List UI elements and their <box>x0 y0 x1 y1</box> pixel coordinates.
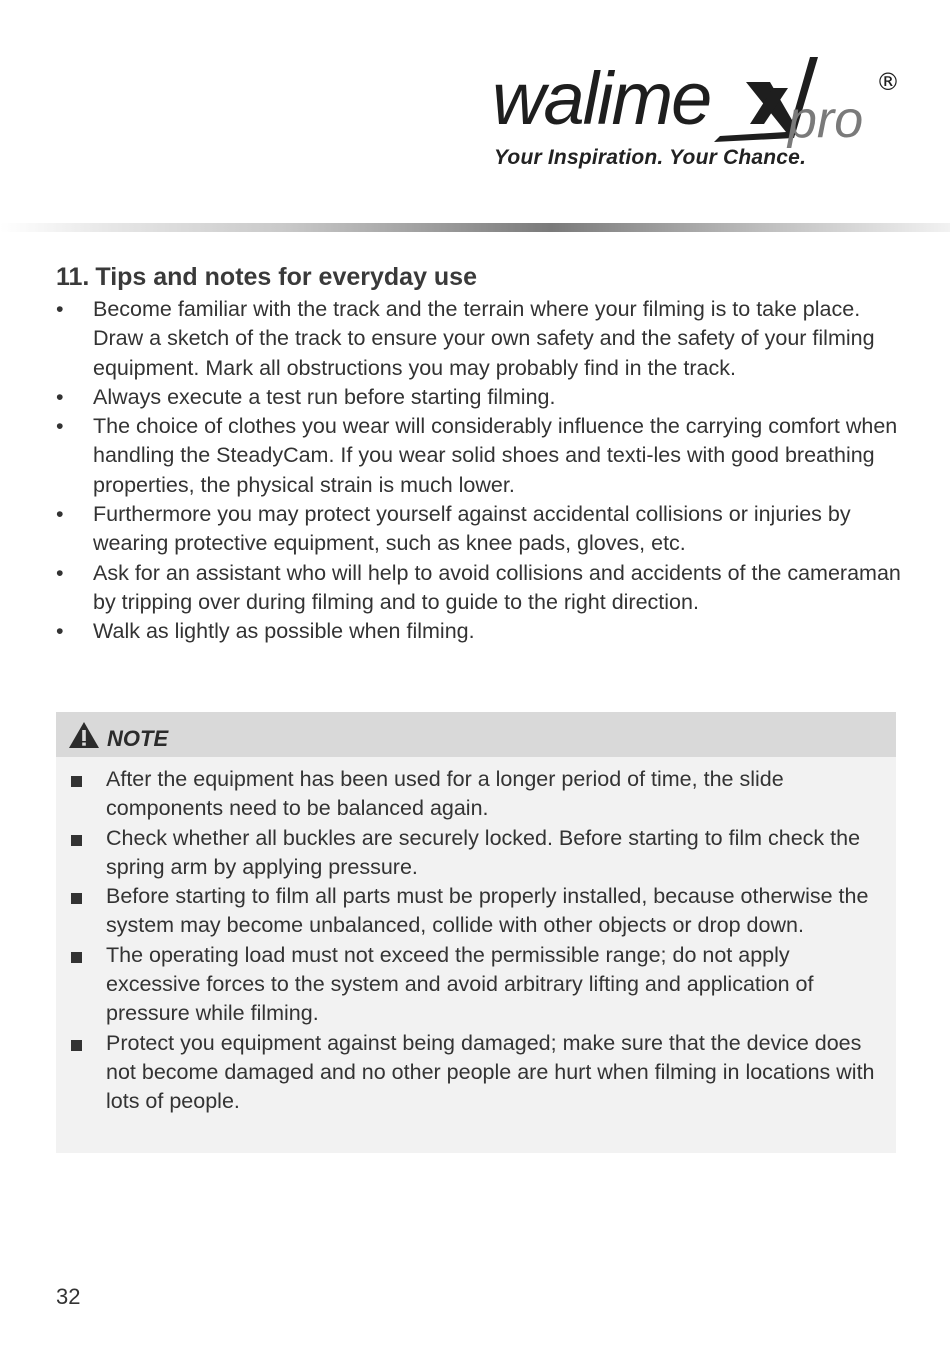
bullet-icon: • <box>56 560 64 585</box>
note-item <box>56 941 886 1029</box>
tip-item <box>56 412 906 500</box>
tip-text: Walk as lightly as possible when filming. <box>93 619 475 644</box>
note-item <box>56 824 886 883</box>
tip-item <box>56 559 906 618</box>
tip-item <box>56 295 906 383</box>
note-box <box>56 712 896 1153</box>
bullet-icon: • <box>56 619 64 644</box>
square-bullet-icon <box>71 776 82 787</box>
tip-text: Become familiar with the track and the terrain where your filming is to take place. Draw a sketch of the track to ensure your own safety and the safety of your filming equipment. Mark all obstructions you may probably find in the track. <box>93 297 875 380</box>
note-item <box>56 765 886 824</box>
section-title <box>56 263 477 292</box>
square-bullet-icon <box>71 952 82 963</box>
note-text: Check whether all buckles are securely locked. Before starting to film check the spring arm by applying pressure. <box>106 825 861 879</box>
section-number: 11. <box>56 263 90 291</box>
square-bullet-icon <box>71 835 82 846</box>
bullet-icon: • <box>56 502 64 527</box>
svg-text:pro: pro <box>788 91 864 149</box>
brand-tagline: Your Inspiration. Your Chance. <box>494 146 807 169</box>
tip-text: Ask for an assistant who will help to avoid collisions and accidents of the cameraman by tripping over during filming and to guide to the right direction. <box>93 560 901 614</box>
walimex-pro-logo <box>488 52 908 152</box>
note-text: After the equipment has been used for a longer period of time, the slide components need to be balanced again. <box>106 767 784 821</box>
tip-text: Furthermore you may protect yourself against accidental collisions or injuries by wearing protective equipment, such as knee pads, gloves, etc. <box>93 502 851 556</box>
tip-text: The choice of clothes you wear will considerably influence the carrying comfort when handling the SteadyCam. If you wear solid shoes and texti-les with good breathing properties, the physical strain is much lower. <box>93 414 898 497</box>
note-list <box>56 765 886 1117</box>
square-bullet-icon <box>71 1040 82 1051</box>
note-text: The operating load must not exceed the permissible range; do not apply excessive forces to the system and avoid arbitrary lifting and application of pressure while filming. <box>106 942 814 1026</box>
note-text: Before starting to film all parts must be properly installed, because otherwise the system may become unbalanced, collide with other objects or drop down. <box>106 884 869 938</box>
bullet-icon: • <box>56 384 64 409</box>
bullet-icon: • <box>56 414 64 439</box>
svg-text:®: ® <box>876 68 900 96</box>
square-bullet-icon <box>71 893 82 904</box>
note-label: NOTE <box>107 726 169 751</box>
note-header <box>56 712 896 757</box>
tip-item <box>56 500 906 559</box>
bullet-icon: • <box>56 297 64 321</box>
tip-text: Always execute a test run before starting filming. <box>93 384 556 409</box>
page-number: 32 <box>56 1284 81 1309</box>
section-title-text: Tips and notes for everyday use <box>95 263 477 291</box>
note-text: Protect you equipment against being damaged; make sure that the device does not become damaged and no other people are hurt when filming in locations with lots of people. <box>106 1030 875 1114</box>
svg-text:walime: walime <box>492 57 711 140</box>
tip-item <box>56 383 906 412</box>
note-item <box>56 882 886 941</box>
tips-list <box>56 295 906 647</box>
note-item <box>56 1029 886 1117</box>
tip-item <box>56 617 906 646</box>
header-divider <box>0 223 950 232</box>
warning-triangle-icon <box>68 721 100 749</box>
